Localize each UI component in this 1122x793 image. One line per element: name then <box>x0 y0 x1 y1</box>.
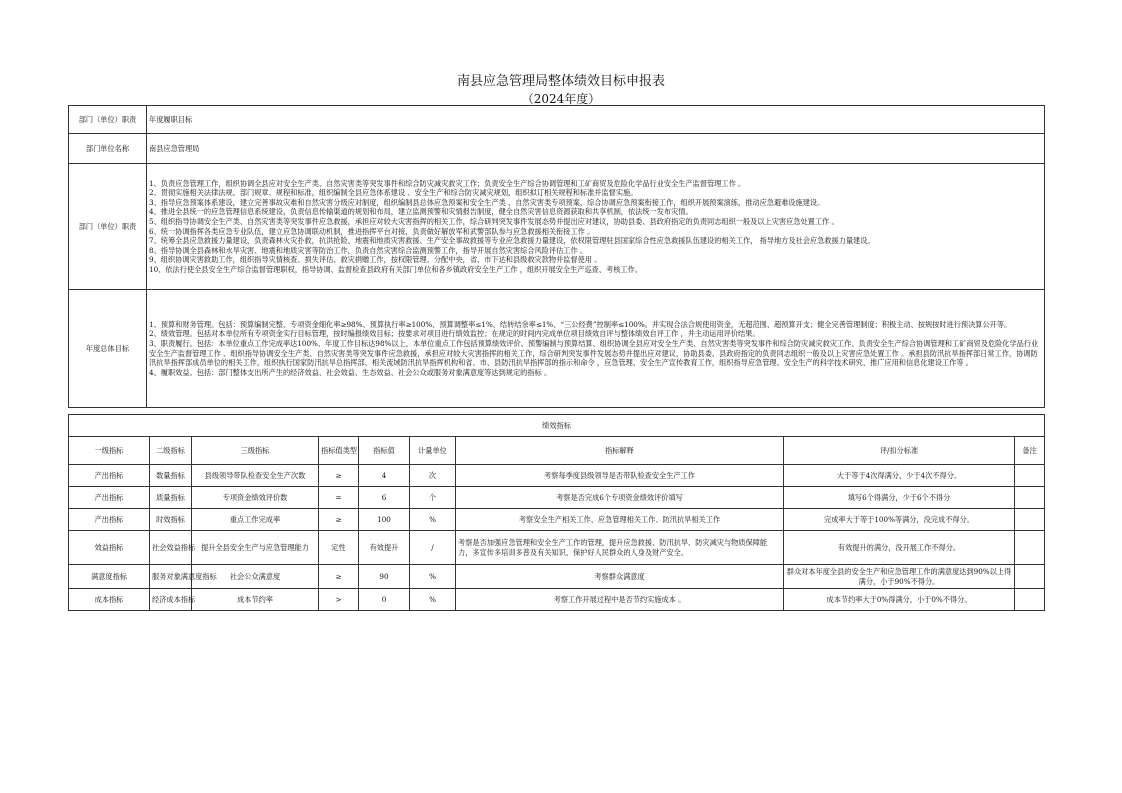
cell-unit: % <box>410 509 456 531</box>
duty-item: 7、统筹全县应急救援力量建设，负责森林火灾扑救，抗洪抢险、地震和地质灾害救援、生产安全事故救援等专业应急救援力量建设，依权限管理驻县国家综合性应急救援队伍建设的相关工作， 指导地方及社会应急救援力量建设。 <box>149 236 875 246</box>
col-header-unit: 计量单位 <box>410 437 456 465</box>
cell-explanation: 考察安全生产相关工作、应急管理相关工作、防汛抗旱相关工作 <box>456 509 784 531</box>
annual-goal-item: 2、绩效管理。包括对本单位所有专项资金实行目标管理，按时编报绩效目标；按要求对项目进行绩效监控；在规定的时间内完成单位项目绩效自评与整体绩效自评工作 ，并主动运用评价结果。 <box>149 329 760 339</box>
duties-label: 部门（单位）职责 <box>69 164 147 290</box>
cell-level3: 提升全县安全生产与应急管理能力 <box>192 531 319 565</box>
cell-level2: 时效指标 <box>150 509 192 531</box>
duty-item: 4、推进全县统一的应急管理信息系统建设，负责信息传输渠道的规划和布局，建立监测预警和灾情报告制度，健全自然灾害信息资源获取和共享机制，依法统一发布灾情。 <box>149 207 693 217</box>
unit-name-value: 南县应急管理局 <box>147 134 1045 164</box>
table-row <box>69 465 1045 487</box>
duty-item: 2、贯彻实施相关法律法规、部门规章、规程和标准，组织编制全县应急体系建设 、安全生产和综合防灾减灾规划，组织拟订相关规程和标准并监督实施。 <box>149 188 638 198</box>
cell-value: 4 <box>359 465 410 487</box>
duty-item: 9、组织协调灾害救助工作，组织指导灾情核查、损失评估、救灾捐赠工作，按权限管理、分配中央，省、市下达和县级救灾款物并监督使用 。 <box>149 255 602 265</box>
duties-list <box>147 164 1045 290</box>
cell-level3: 县级领导带队检查安全生产次数 <box>192 465 319 487</box>
col-header-level2: 二级指标 <box>150 437 192 465</box>
col-header-level3: 三级指标 <box>192 437 319 465</box>
page-title: 南县应急管理局整体绩效目标申报表 <box>456 74 665 89</box>
cell-explanation: 考察群众满意度 <box>456 565 784 589</box>
cell-level1: 产出指标 <box>69 487 150 509</box>
duty-item: 1、负责应急管理工作，组织协调全县应对安全生产类、自然灾害类等突发事件和综合防灾减灾救灾工作；负责安全生产综合协调管理和工矿商贸及危险化学品行业安全生产监督管理工作 。 <box>149 178 746 188</box>
cell-remark <box>1015 509 1045 531</box>
cell-scoring: 大于等于4次得满分，少于4次不得分。 <box>784 465 1015 487</box>
cell-scoring: 群众对本年度全县的安全生产和应急管理工作的满意度达到90%以上得满分，小于90%不得分。 <box>784 565 1015 589</box>
unit-name-label: 部门单位名称 <box>69 134 147 164</box>
duty-item: 8、指导协调全县森林和水旱灾害、地震和地质灾害等防治工作，负责自然灾害综合监测预警工作，指导开展自然灾害综合风险评估工作 。 <box>149 245 588 255</box>
info-table <box>68 105 1045 408</box>
cell-level2: 服务对象满意度指标 <box>150 565 192 589</box>
annual-goal-item: 1、预算和财务管理。包括：预算编制完整、专项资金细化率≥98%、预算执行率≥100%、预算调整率≤1%、结转结余率≤1%、“三公经费”控制率≤100%。并实现合法合规使用资金，无超范围、超预算开支；健全完善管理制度；积极主动、按规按时进行预决算公开等。 <box>149 319 1012 329</box>
col-header-level1: 一级指标 <box>69 437 150 465</box>
page-subtitle: （2024年度） <box>521 92 601 106</box>
cell-value-type: ≥ <box>319 565 359 589</box>
cell-value: 0 <box>359 589 410 611</box>
cell-level2: 质量指标 <box>150 487 192 509</box>
cell-level1: 满意度指标 <box>69 565 150 589</box>
cell-value: 100 <box>359 509 410 531</box>
cell-explanation: 考察是否完成6个专项资金绩效评价填写 <box>456 487 784 509</box>
annual-goal-item: 4、履职效益。包括：部门整体支出所产生的经济效益、社会效益、生态效益、社会公众或服务对象满意度等达到规定的指标 。 <box>149 367 552 377</box>
table-row <box>69 589 1045 611</box>
annual-goal-label: 年度总体目标 <box>69 290 147 408</box>
col-header-value: 指标值 <box>359 437 410 465</box>
cell-value-type: > <box>319 589 359 611</box>
cell-remark <box>1015 589 1045 611</box>
col-header-scoring: 评/扣分标准 <box>784 437 1015 465</box>
duty-item: 3、指导应急预案体系建设，建立完善事故灾难和自然灾害分级应对制度，组织编制县总体应急预案和安全生产类 、自然灾害类专项预案，综合协调应急预案衔接工作，组织开展预案演练，推动应急避难设施建设。 <box>149 197 825 207</box>
cell-scoring: 完成率大于等于100%等满分，没完成不得分。 <box>784 509 1015 531</box>
cell-value-type: ≥ <box>319 509 359 531</box>
cell-value-type: 定性 <box>319 531 359 565</box>
duty-item: 6、统一协调指挥各类应急专业队伍，建立应急协调联动机制，推进指挥平台对接，负责做好解放军和武警部队参与应急救援相关衔接工作 。 <box>149 226 595 236</box>
cell-level2: 经济成本指标 <box>150 589 192 611</box>
cell-remark <box>1015 465 1045 487</box>
table-row <box>69 565 1045 589</box>
cell-value: 有效提升 <box>359 531 410 565</box>
cell-level2: 数量指标 <box>150 465 192 487</box>
cell-remark <box>1015 531 1045 565</box>
cell-remark <box>1015 487 1045 509</box>
duty-label: 部门（单位）职责 <box>69 106 147 134</box>
cell-value: 90 <box>359 565 410 589</box>
cell-unit: % <box>410 589 456 611</box>
cell-value-type: = <box>319 487 359 509</box>
cell-level3: 重点工作完成率 <box>192 509 319 531</box>
cell-scoring: 成本节约率大于0%得满分，小于0%不得分。 <box>784 589 1015 611</box>
performance-table <box>68 414 1045 611</box>
duty-item: 5、组织指导协调安全生产类、自然灾害类等突发事件应急救援，承担应对较大灾害指挥的相关工作，综合研判突发事件发展态势并提出应对建议，协助县委、县政府指定的负责同志组织一般及以上灾害应急处置工作 。 <box>149 216 839 226</box>
cell-value-type: ≥ <box>319 465 359 487</box>
cell-unit: 次 <box>410 465 456 487</box>
cell-level1: 效益指标 <box>69 531 150 565</box>
annual-goal-item: 3、职责履行。包括：本单位重点工作完成率达100%、年度工作目标达98%以上，本单位重点工作包括预算绩效评价、预警编制与预算结算、组织协调全县应对安全生产类、自然灾害类等突发事件和综合防灾减灾救灾工作、负责安全生产综合协调管理和工矿商贸及危险化学品行业安全生产监督管理工作 、组织指导协调安全生产类、自然灾害类等突发事件应急救援，承担应对较大灾害指挥的相关工作，综合研判突发事件发展态势并提出应对建议，协助县委、县政府指定的负责同志组织一般及以上灾害应急处置工作 。承担县防汛抗旱指挥部日常工作，协调防汛抗旱指挥部成员单位的相关工作，组织执行国家防汛抗旱总指挥部、相关流域防汛抗旱指挥机构和省、市、县防汛抗旱指挥部的指示和命令 ，应急管理、安全生产宣传教育工作，组织指导应急管理、安全生产的科学技术研究、推广应用和信息化建设工作等 。 <box>149 338 1039 368</box>
table-row <box>69 487 1045 509</box>
cell-remark <box>1015 565 1045 589</box>
annual-goal-list <box>147 290 1045 408</box>
cell-level2: 社会效益指标 <box>150 531 192 565</box>
col-header-value-type: 指标值类型 <box>319 437 359 465</box>
cell-level1: 成本指标 <box>69 589 150 611</box>
cell-unit: 个 <box>410 487 456 509</box>
cell-unit: / <box>410 531 456 565</box>
table-row <box>69 509 1045 531</box>
cell-level1: 产出指标 <box>69 509 150 531</box>
cell-level3: 成本节约率 <box>192 589 319 611</box>
cell-scoring: 有效提升的满分，没开展工作不得分。 <box>784 531 1015 565</box>
col-header-remark: 备注 <box>1015 437 1045 465</box>
duty-header: 年度履职目标 <box>147 106 1045 134</box>
cell-value: 6 <box>359 487 410 509</box>
table-row <box>69 531 1045 565</box>
duty-item: 10、依法行使全县安全生产综合监督管理职权，指导协调、监督检查县政府有关部门单位和各乡镇政府安全生产工作 ，组织开展安全生产巡查、考核工作。 <box>149 264 643 274</box>
cell-explanation: 考察是否加强应急管理和安全生产工作的管理，提升应急救援、防汛抗旱、防灾减灾与物质保障能力，多宣传多培训多普及有关知识，保护好人民群众的人身及财产安全。 <box>456 531 784 565</box>
cell-explanation: 考察工作开展过程中是否节约实施成本 。 <box>456 589 784 611</box>
cell-unit: % <box>410 565 456 589</box>
cell-scoring: 填写6个得满分，少于6个不得分 <box>784 487 1015 509</box>
cell-level3: 专项资金绩效评价数 <box>192 487 319 509</box>
cell-explanation: 考察每季度县级领导是否带队检查安全生产工作 <box>456 465 784 487</box>
cell-level1: 产出指标 <box>69 465 150 487</box>
col-header-explanation: 指标解释 <box>456 437 784 465</box>
perf-section-title: 绩效指标 <box>69 415 1045 437</box>
cell-level3: 社会公众满意度 <box>192 565 319 589</box>
